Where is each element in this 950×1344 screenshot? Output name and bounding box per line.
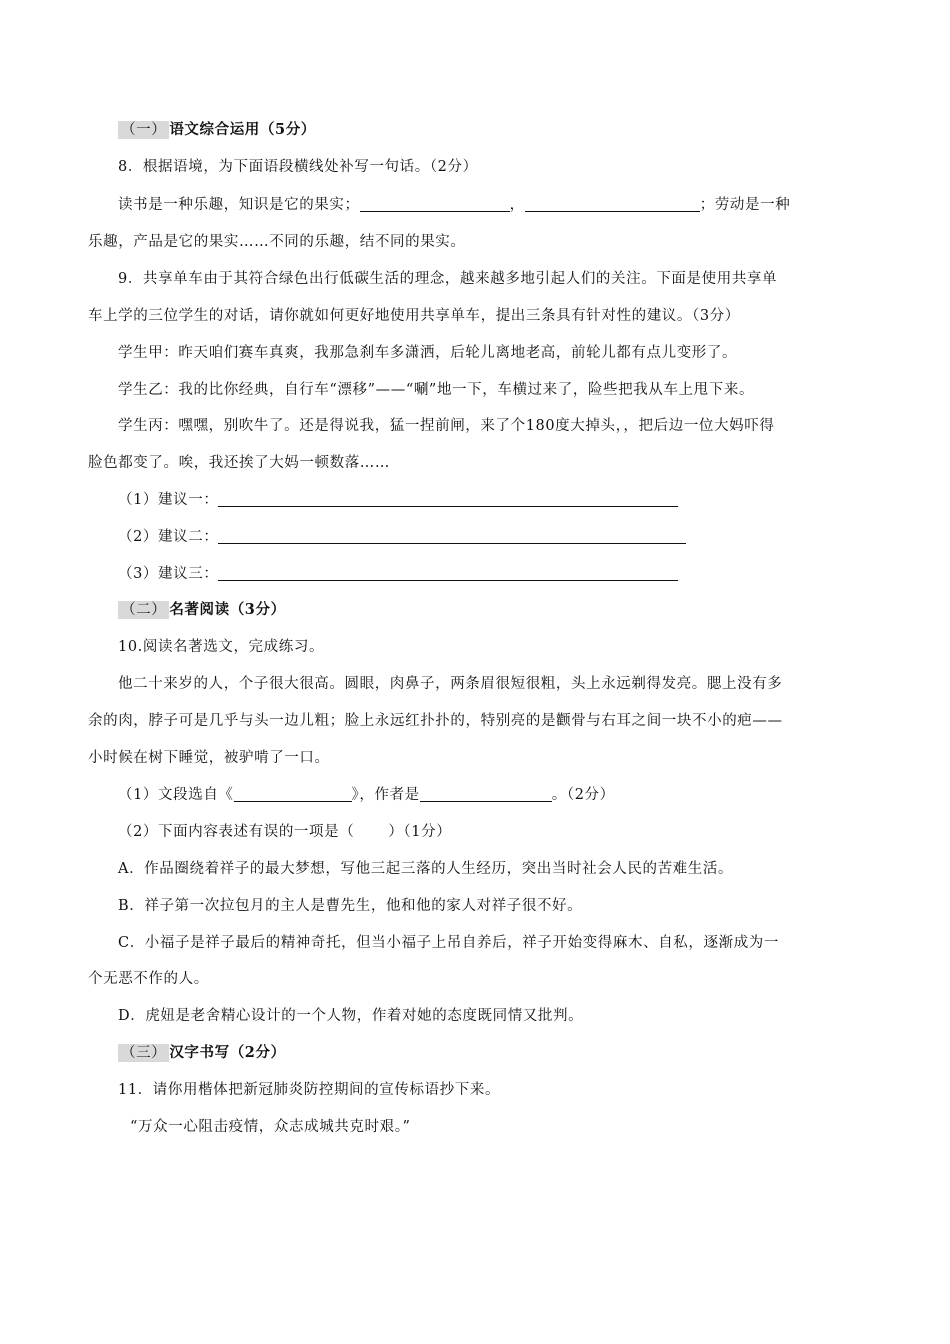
section-heading-1 — [118, 120, 316, 140]
section-heading-3 — [118, 1043, 286, 1063]
section-title: 名著阅读（3分） — [169, 601, 286, 618]
suggestion-1-blank[interactable] — [218, 492, 678, 507]
section-number-shade: （一） — [118, 121, 169, 139]
q10-sub2-text-a: （2）下面内容表述有误的一项是（ — [118, 824, 355, 840]
q10-sub2-text-b: ）（1分） — [388, 824, 452, 840]
question-9-line-1: 9．共享单车由于其符合绿色出行低碳生活的理念，越来越多地引起人们的关注。下面是使用共享单 — [118, 271, 778, 287]
suggestion-1-label: （1）建议一： — [118, 492, 219, 508]
slogan-text: “万众一心阻击疫情，众志成城共克时艰。” — [130, 1119, 411, 1135]
student-b-dialogue: 学生乙：我的比你经典，自行车“漂移”——“唰”地一下，车横过来了，险些把我从车上甩下来。 — [118, 382, 755, 398]
question-8-prompt: 8．根据语境，为下面语段横线处补写一句话。（2分） — [118, 159, 478, 175]
question-11-prompt: 11．请你用楷体把新冠肺炎防控期间的宣传标语抄下来。 — [118, 1082, 501, 1098]
question-8-line-2: 乐趣，产品是它的果实……不同的乐趣，结不同的果实。 — [88, 234, 466, 250]
author-blank[interactable] — [420, 787, 552, 802]
student-c-dialogue-1: 学生丙：嘿嘿，别吹牛了。还是得说我，猛一捏前闸，来了个180度大掉头，，把后边一位大妈吓得 — [118, 418, 775, 434]
q8-answer-blank-2[interactable] — [525, 197, 700, 212]
q8-separator: ， — [509, 197, 525, 213]
suggestion-3 — [118, 564, 678, 584]
q10-sub1-text-c: 。（2分） — [551, 787, 615, 803]
q8-answer-blank-1[interactable] — [360, 197, 510, 212]
option-a: A．作品圈绕着祥子的最大梦想，写他三起三落的人生经历，突出当时社会人民的苦难生活。 — [118, 861, 734, 877]
q10-subquestion-1 — [118, 785, 615, 805]
student-c-dialogue-2: 脸色都变了。唉，我还挨了大妈一顿数落…… — [88, 455, 390, 471]
suggestion-2-blank[interactable] — [218, 529, 686, 544]
passage-line-1: 他二十来岁的人，个子很大很高。圆眼，肉鼻子，两条眉很短很粗，头上永远剃得发亮。腮上没有多 — [118, 676, 783, 692]
option-d: D．虎妞是老舍精心设计的一个人物，作着对她的态度既同情又批判。 — [118, 1008, 584, 1024]
section-title: 语文综合运用（5分） — [169, 121, 316, 138]
q8-text-b: ；劳动是一种 — [699, 197, 791, 213]
q8-text-a: 读书是一种乐趣，知识是它的果实； — [118, 197, 360, 213]
passage-line-3: 小时候在树下睡觉，被驴啃了一口。 — [88, 750, 330, 766]
q10-sub1-text-a: （1）文段选自《 — [118, 787, 234, 803]
suggestion-3-blank[interactable] — [218, 566, 678, 581]
student-a-dialogue: 学生甲：昨天咱们赛车真爽，我那急刹车多潇洒，后轮儿离地老高，前轮儿都有点儿变形了。 — [118, 345, 738, 361]
book-title-blank[interactable] — [234, 787, 352, 802]
question-9-line-2: 车上学的三位学生的对话，请你就如何更好地使用共享单车，提出三条具有针对性的建议。（3分） — [88, 308, 740, 324]
q10-subquestion-2 — [118, 822, 451, 842]
question-10-prompt: 10.阅读名著选文，完成练习。 — [118, 639, 325, 655]
suggestion-1 — [118, 490, 678, 510]
section-number-shade: （二） — [118, 601, 169, 619]
question-8-line-1 — [118, 195, 790, 215]
section-heading-2 — [118, 600, 286, 620]
option-b: B．祥子第一次拉包月的主人是曹先生，他和他的家人对祥子很不好。 — [118, 898, 583, 914]
option-c-line-1: C．小福子是祥子最后的精神奇托，但当小福子上吊自养后，祥子开始变得麻木、自私，逐渐成为一 — [118, 935, 779, 951]
section-title: 汉字书写（2分） — [169, 1044, 286, 1061]
passage-line-2: 余的肉，脖子可是几乎与头一边儿粗；脸上永远红扑扑的，特别亮的是颧骨与右耳之间一块不小的疤—— — [88, 713, 783, 729]
section-number-shade: （三） — [118, 1044, 169, 1062]
suggestion-2 — [118, 527, 686, 547]
suggestion-3-label: （3）建议三： — [118, 566, 219, 582]
suggestion-2-label: （2）建议二： — [118, 529, 219, 545]
option-c-line-2: 个无恶不作的人。 — [88, 971, 209, 987]
q10-sub1-text-b: 》，作者是 — [351, 787, 420, 803]
